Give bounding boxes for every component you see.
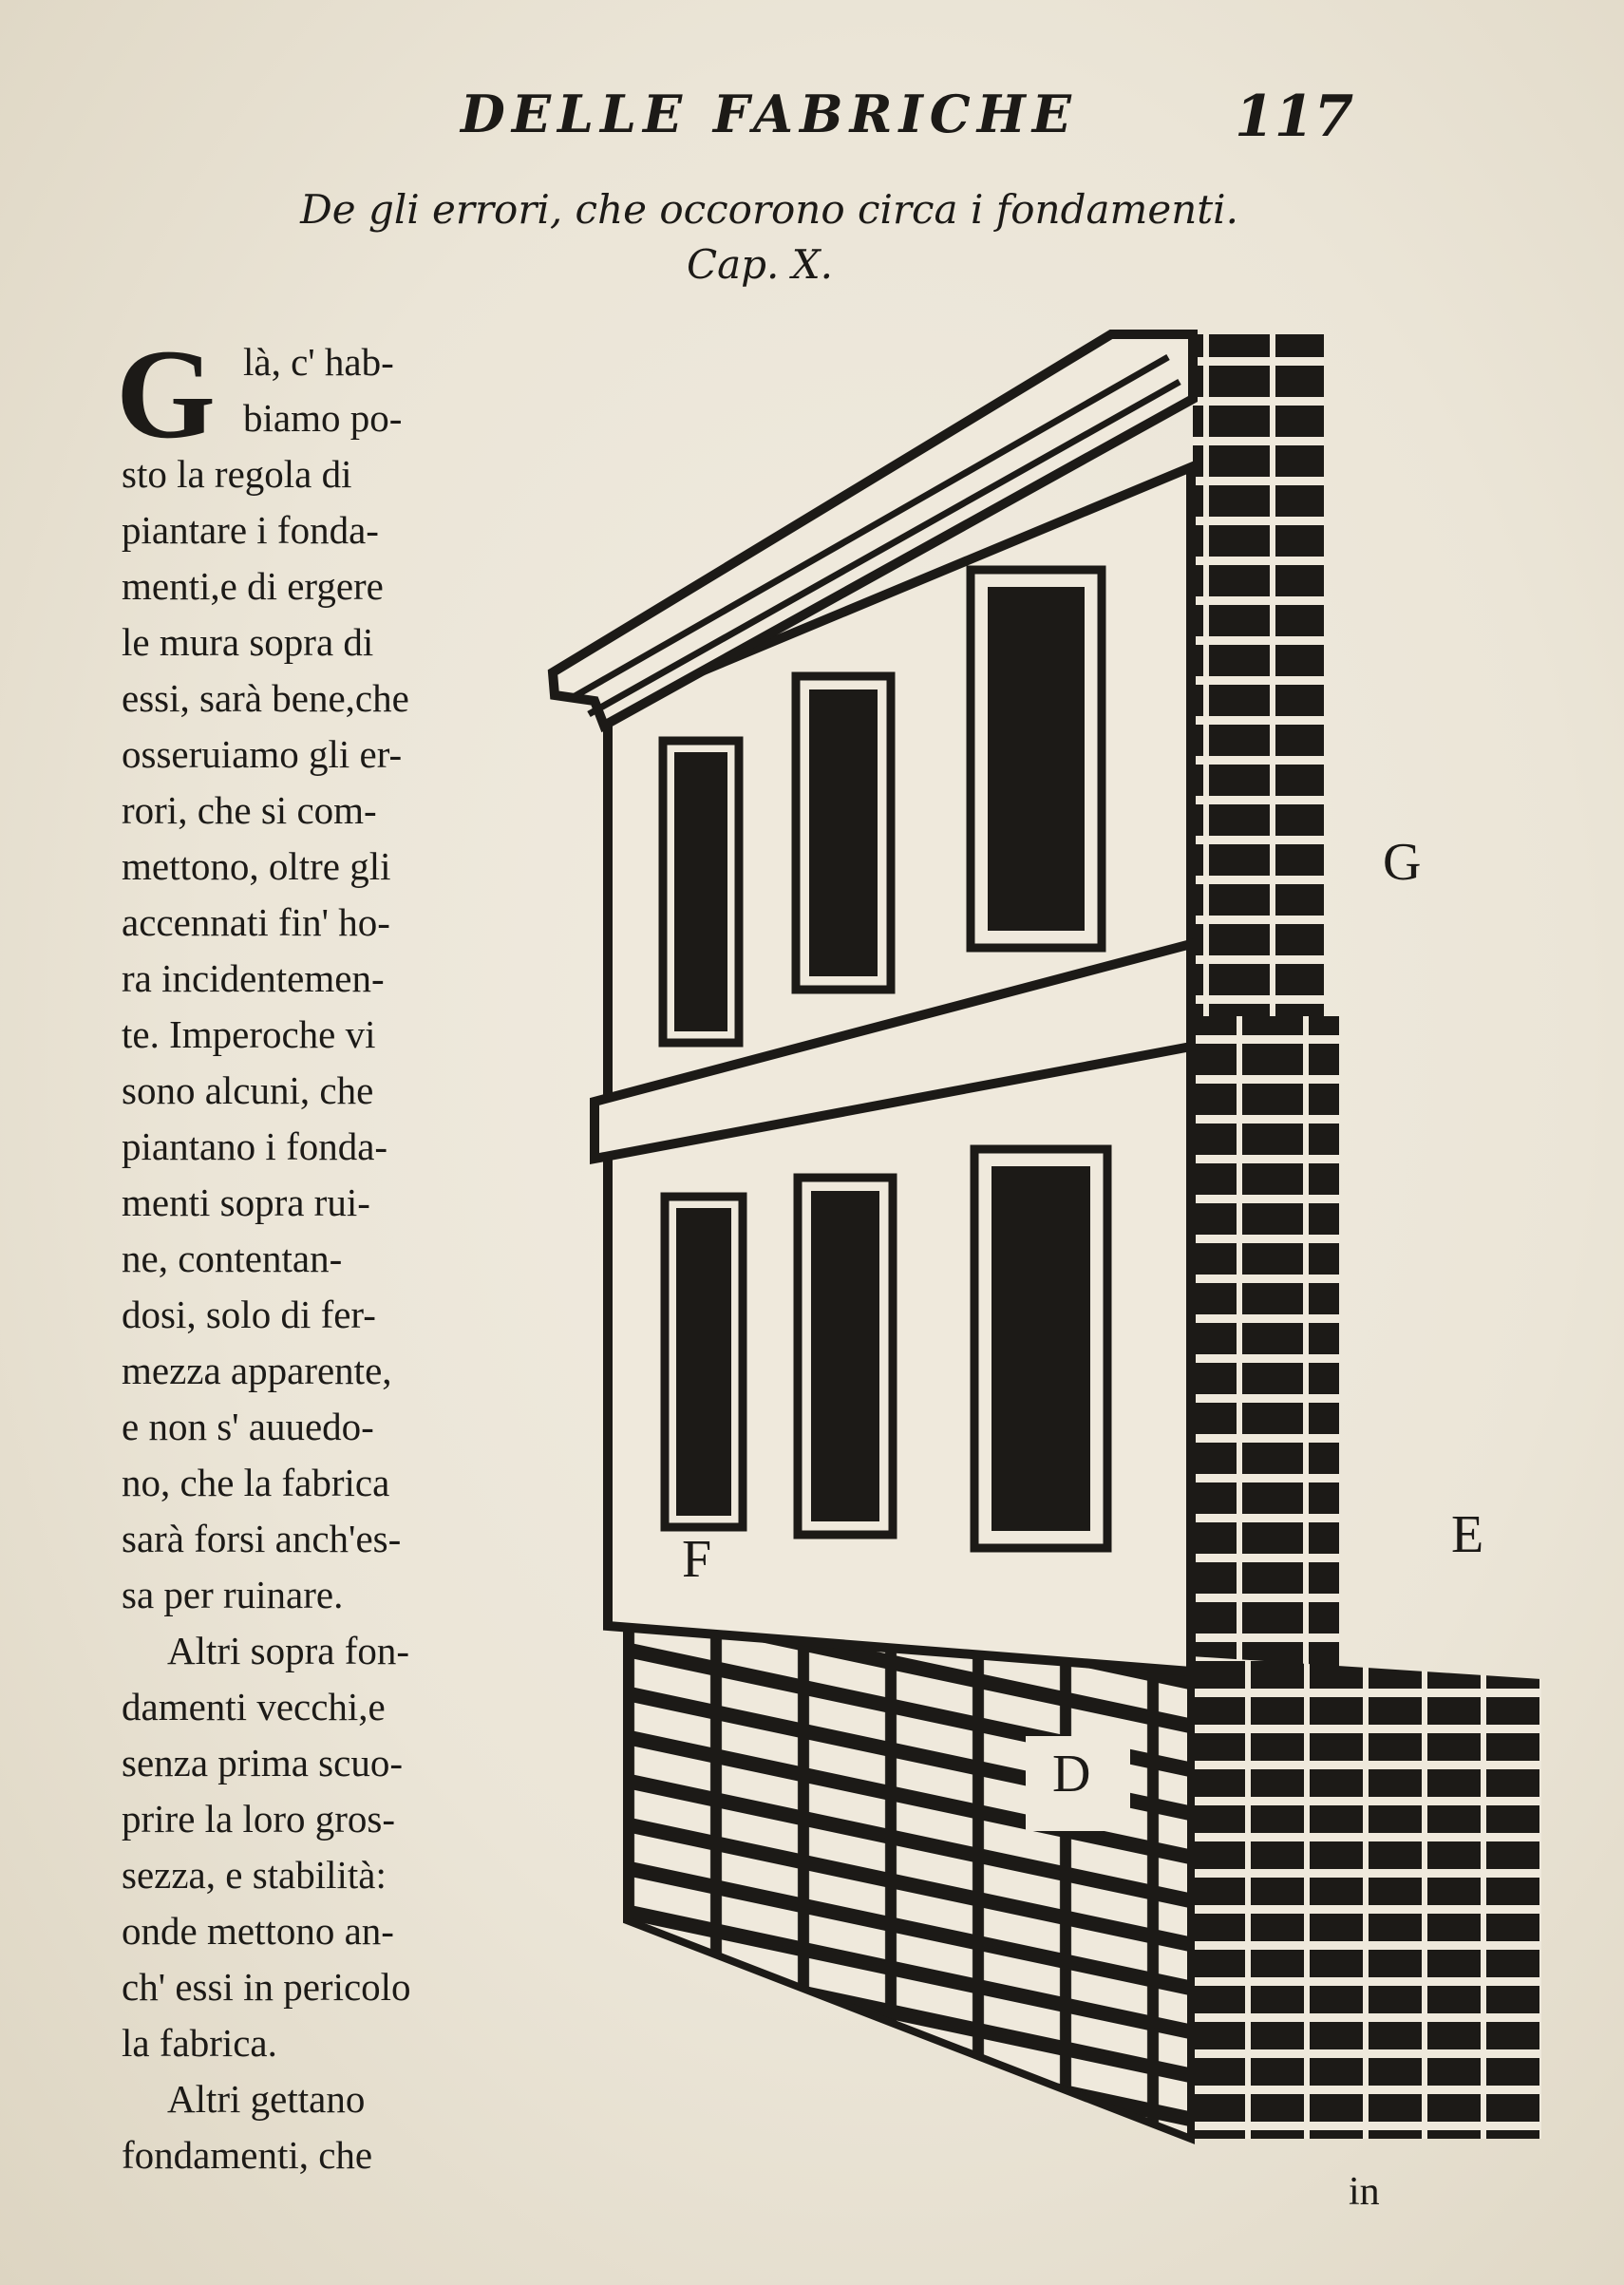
text-line: te. Imperoche vi: [122, 1012, 376, 1056]
upper-window-right: [971, 570, 1102, 948]
text-line: sezza, e stabilità:: [122, 1853, 387, 1897]
building-woodcut: [541, 323, 1567, 2165]
chapter-title: De gli errori, che occorono circa i fondamenti.: [300, 186, 1238, 233]
text-line: la fabrica.: [122, 2021, 277, 2065]
figure-label-d: D: [1052, 1745, 1091, 1803]
body-text-column: [116, 324, 506, 2183]
text-line: no, che la fabrica: [122, 1461, 390, 1504]
foundation-masonry: [627, 1626, 1191, 2139]
text-line: biamo po-: [243, 396, 403, 440]
text-line: accennati fin' ho-: [122, 900, 390, 944]
text-line: rori, che si com-: [122, 788, 377, 832]
text-line: osseruiamo gli er-: [122, 732, 403, 776]
text-line: ch' essi in pericolo: [122, 1965, 411, 2009]
text-line: piantare i fonda-: [122, 508, 379, 552]
lower-window-right: [974, 1149, 1107, 1548]
upper-window-left: [663, 741, 739, 1043]
text-line: onde mettono an-: [122, 1909, 394, 1953]
text-line: sa per ruinare.: [122, 1573, 344, 1616]
text-line: mezza apparente,: [122, 1349, 392, 1392]
figure-label-e: E: [1451, 1505, 1484, 1564]
text-line: dosi, solo di fer-: [122, 1293, 376, 1336]
text-line: menti,e di ergere: [122, 564, 384, 608]
upper-window-middle: [796, 676, 891, 990]
figure-label-f: F: [682, 1530, 712, 1589]
text-line: essi, sarà bene,che: [122, 676, 409, 720]
upper-brick-pier: [1193, 334, 1324, 1020]
running-head: DELLE FABRICHE: [461, 84, 1078, 144]
text-line: Altri gettano: [167, 2077, 366, 2121]
text-line: e non s' auuedo-: [122, 1405, 374, 1448]
text-line: là, c' hab-: [243, 340, 394, 384]
text-line: senza prima scuo-: [122, 1741, 403, 1785]
text-line: Altri sopra fon-: [167, 1629, 410, 1672]
text-line: prire la loro gros-: [122, 1797, 396, 1841]
text-line: fondamenti, che: [122, 2133, 373, 2177]
text-line: piantano i fonda-: [122, 1124, 388, 1168]
text-line: menti sopra rui-: [122, 1180, 370, 1224]
text-line: sono alcuni, che: [122, 1068, 374, 1112]
lower-window-middle: [798, 1178, 893, 1535]
text-line: mettono, oltre gli: [122, 844, 391, 888]
chapter-number: Cap. X.: [686, 241, 833, 288]
building-woodcut-illustration: [541, 323, 1567, 2169]
page-number: 117: [1235, 84, 1354, 150]
text-line: damenti vecchi,e: [122, 1685, 386, 1728]
text-line: sto la regola di: [122, 452, 352, 496]
figure-label-g: G: [1383, 833, 1422, 892]
text-line: ne, contentan-: [122, 1237, 343, 1280]
lower-window-left: [665, 1197, 743, 1527]
catchword: in: [1349, 2170, 1380, 2214]
text-line: le mura sopra di: [122, 620, 374, 664]
drop-cap: G: [116, 324, 217, 465]
brick-base-block: [1191, 1656, 1541, 2139]
text-line: ra incidentemen-: [122, 956, 385, 1000]
text-line: sarà forsi anch'es-: [122, 1517, 402, 1560]
